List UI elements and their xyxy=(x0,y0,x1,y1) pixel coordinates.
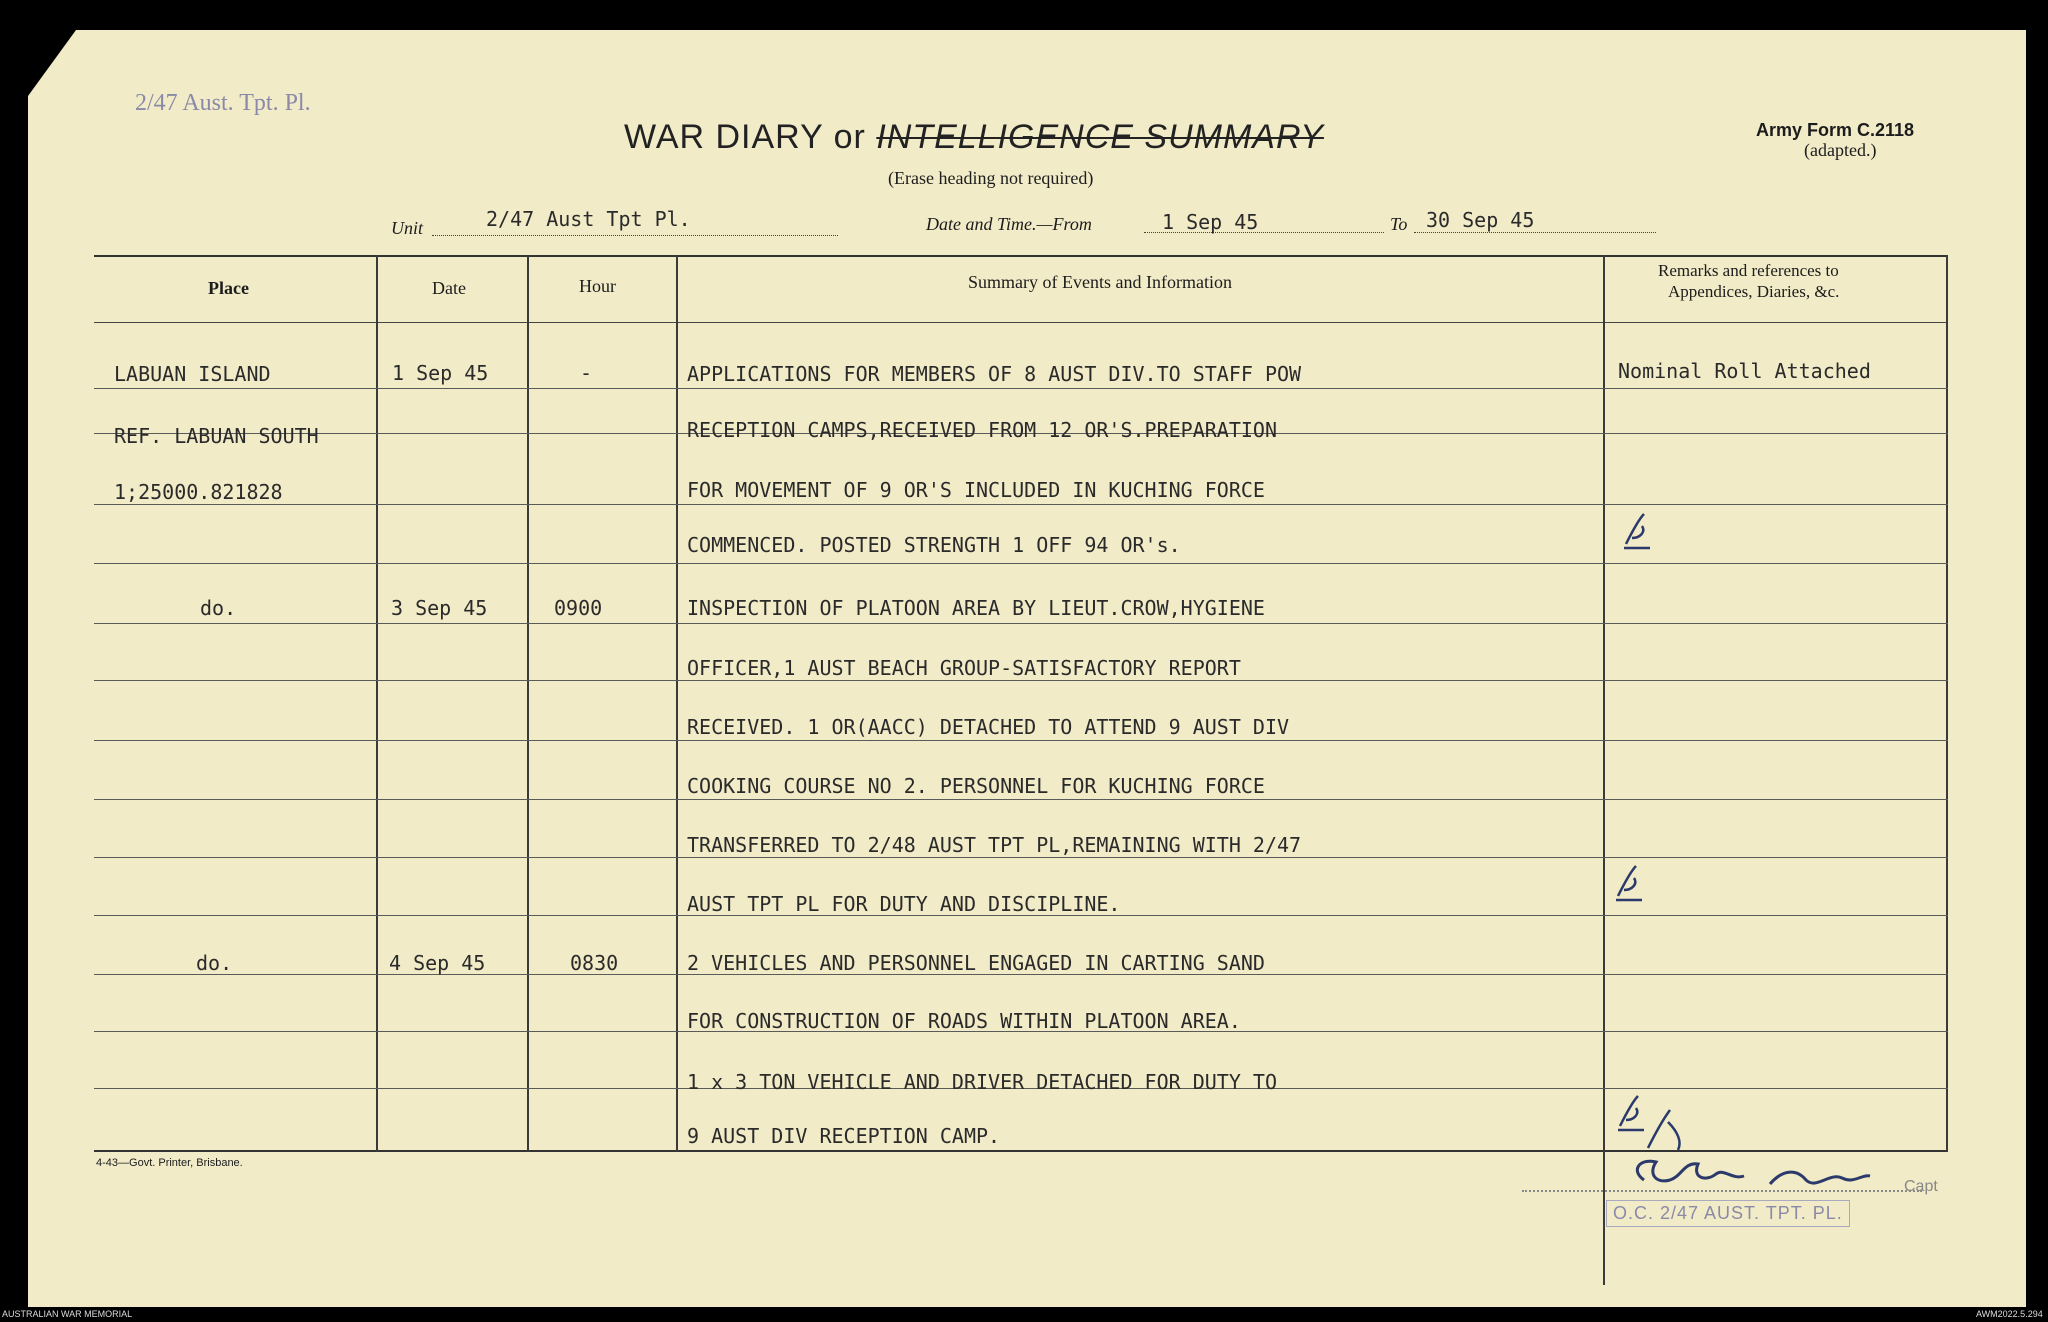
summary-line: OFFICER,1 AUST BEACH GROUP-SATISFACTORY REPORT xyxy=(687,656,1241,680)
page-title xyxy=(624,118,1324,157)
col-header-remarks-1: Remarks and references to xyxy=(1658,261,1839,280)
summary-line: COMMENCED. POSTED STRENGTH 1 OFF 94 OR's. xyxy=(687,533,1181,557)
adapted-note: (adapted.) xyxy=(1804,140,1877,160)
summary-line: AUST TPT PL FOR DUTY AND DISCIPLINE. xyxy=(687,892,1121,916)
signature xyxy=(1620,1150,1900,1200)
printer-note: 4-43—Govt. Printer, Brisbane. xyxy=(96,1157,243,1169)
capt-label: Capt xyxy=(1904,1178,1938,1195)
footer-right: AWM2022.5.294 xyxy=(1976,1309,2043,1319)
col-header-date: Date xyxy=(432,278,466,298)
summary-line: COOKING COURSE NO 2. PERSONNEL FOR KUCHING FORCE xyxy=(687,774,1265,798)
army-form: Army Form C.2118 xyxy=(1756,120,1915,140)
place-line: do. xyxy=(200,596,237,620)
summary-line: INSPECTION OF PLATOON AREA BY LIEUT.CROW,HYGIENE xyxy=(687,596,1265,620)
summary-line: FOR MOVEMENT OF 9 OR'S INCLUDED IN KUCHING FORCE xyxy=(687,478,1265,502)
place-line: do. xyxy=(196,951,233,975)
initials-mark xyxy=(1612,862,1652,904)
entry-date: 3 Sep 45 xyxy=(391,596,488,620)
entry-hour: 0900 xyxy=(554,596,603,620)
initials-mark xyxy=(1638,1108,1688,1152)
summary-line: APPLICATIONS FOR MEMBERS OF 8 AUST DIV.TO STAFF POW xyxy=(687,362,1302,386)
erase-note: (Erase heading not required) xyxy=(888,168,1094,188)
unit-value: 2/47 Aust Tpt Pl. xyxy=(486,207,691,231)
entry-date: 4 Sep 45 xyxy=(389,951,486,975)
entry-date: 1 Sep 45 xyxy=(392,361,489,385)
col-header-place: Place xyxy=(208,278,249,298)
archive-footer xyxy=(0,1307,2048,1322)
col-header-remarks-2: Appendices, Diaries, &c. xyxy=(1668,282,1840,301)
unit-stamp: 2/47 Aust. Tpt. Pl. xyxy=(135,90,311,116)
summary-line: RECEPTION CAMPS,RECEIVED FROM 12 OR'S.PREPARATION xyxy=(687,418,1278,442)
summary-line: TRANSFERRED TO 2/48 AUST TPT PL,REMAINING WITH 2/47 xyxy=(687,833,1302,857)
place-line: REF. LABUAN SOUTH xyxy=(114,424,319,448)
summary-line: RECEIVED. 1 OR(AACC) DETACHED TO ATTEND 9 AUST DIV xyxy=(687,715,1290,739)
place-line: LABUAN ISLAND xyxy=(114,362,271,386)
title-struck: INTELLIGENCE SUMMARY xyxy=(876,118,1324,156)
date-to: 30 Sep 45 xyxy=(1426,208,1535,232)
date-from: 1 Sep 45 xyxy=(1162,210,1259,234)
col-header-hour: Hour xyxy=(579,276,616,296)
footer-left: AUSTRALIAN WAR MEMORIAL xyxy=(2,1309,133,1319)
summary-line: 9 AUST DIV RECEPTION CAMP. xyxy=(687,1124,1001,1148)
col-header-summary: Summary of Events and Information xyxy=(968,272,1232,292)
entry-hour: 0830 xyxy=(570,951,619,975)
date-label: Date and Time.—From xyxy=(926,214,1092,234)
summary-line: 1 x 3 TON VEHICLE AND DRIVER DETACHED FOR DUTY TO xyxy=(687,1070,1278,1094)
to-label: To xyxy=(1390,214,1408,234)
initials-mark xyxy=(1620,510,1660,552)
place-line: 1;25000.821828 xyxy=(114,480,283,504)
title-main: WAR DIARY or xyxy=(624,118,866,156)
unit-label: Unit xyxy=(391,218,424,238)
summary-line: 2 VEHICLES AND PERSONNEL ENGAGED IN CARTING SAND xyxy=(687,951,1265,975)
entry-hour: - xyxy=(580,361,593,385)
remark-nominal-roll: Nominal Roll Attached xyxy=(1618,359,1871,383)
oc-stamp: O.C. 2/47 AUST. TPT. PL. xyxy=(1606,1200,1850,1227)
summary-line: FOR CONSTRUCTION OF ROADS WITHIN PLATOON AREA. xyxy=(687,1009,1241,1033)
